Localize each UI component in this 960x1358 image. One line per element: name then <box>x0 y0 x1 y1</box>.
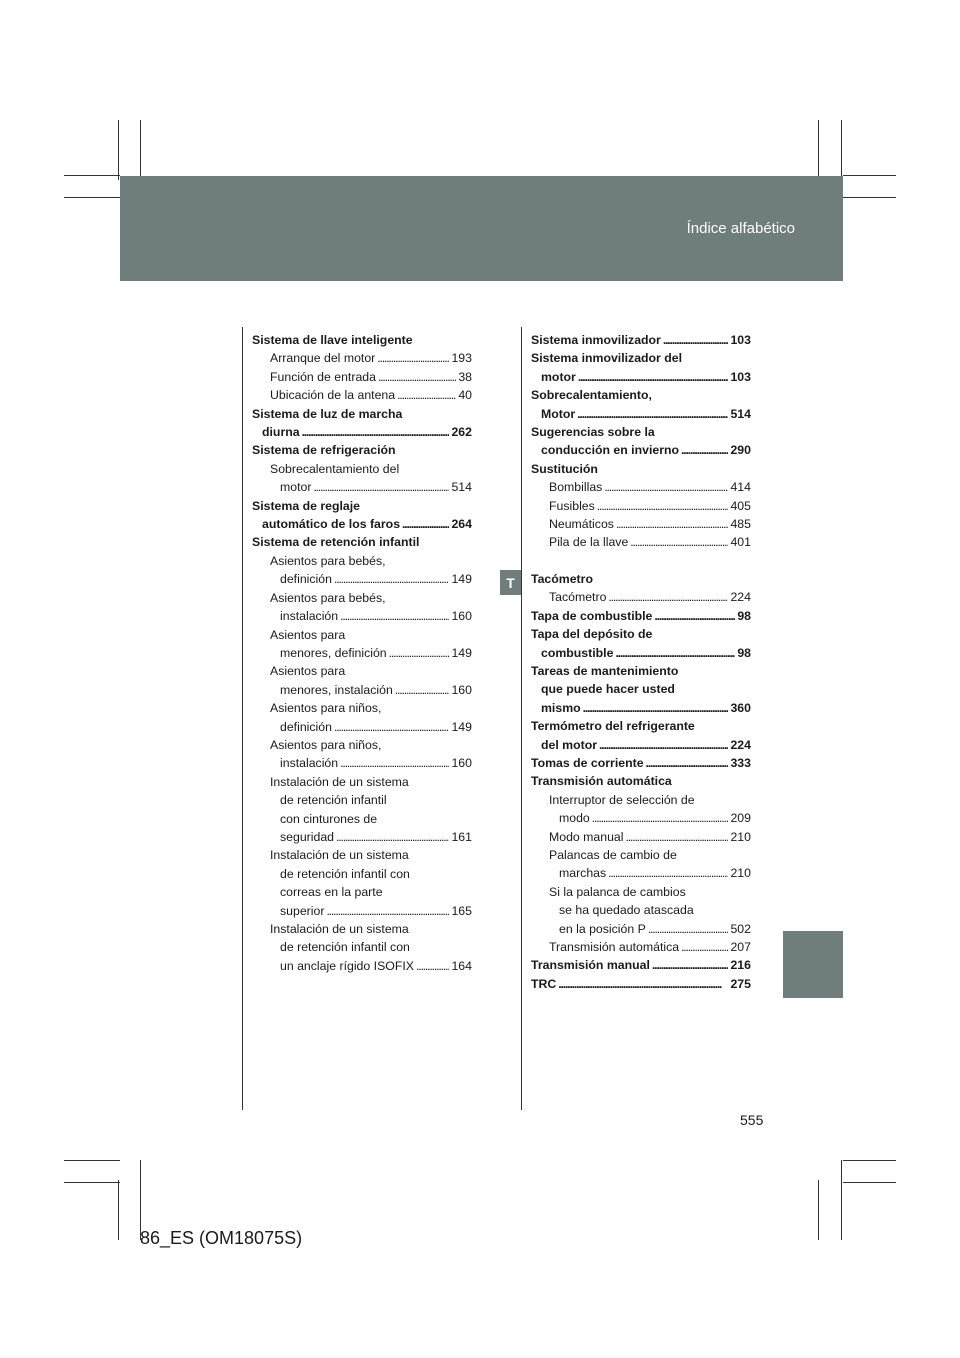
dot-leader <box>334 718 450 736</box>
dot-leader <box>395 681 450 699</box>
column-divider-right <box>521 327 522 1110</box>
index-entry-page: 165 <box>451 903 472 918</box>
index-entry <box>252 423 472 441</box>
index-entry-text: se ha quedado atascada <box>559 903 694 918</box>
index-entry <box>252 349 472 367</box>
index-entry <box>252 644 472 662</box>
dot-leader <box>326 902 449 920</box>
index-entry-text: Pila de la llave <box>549 535 629 550</box>
index-entry-text: del motor <box>541 737 598 752</box>
crop-mark <box>118 1180 119 1240</box>
column-divider-left <box>242 327 243 1110</box>
index-entry <box>252 533 472 551</box>
index-entry <box>252 791 472 809</box>
index-entry <box>531 809 751 827</box>
index-entry-text: Instalación de un sistema <box>270 848 409 863</box>
index-entry-text: de retención infantil <box>280 793 387 808</box>
index-entry-text: de retención infantil con <box>280 866 410 881</box>
index-entry <box>252 386 472 404</box>
index-entry-text: un anclaje rígido ISOFIX <box>280 958 414 973</box>
index-entry-text: Neumáticos <box>549 517 614 532</box>
index-entry <box>252 699 472 717</box>
index-column-right <box>531 331 751 993</box>
index-entry-text: Instalación de un sistema <box>270 774 409 789</box>
index-entry-text: Ubicación de la antena <box>270 388 396 403</box>
index-entry-text: automático de los faros <box>262 517 401 532</box>
index-entry-page: 264 <box>451 517 472 532</box>
index-entry <box>531 460 751 478</box>
crop-mark <box>140 120 141 180</box>
index-entry-text: Asientos para <box>270 627 346 642</box>
index-entry-page: 405 <box>730 498 751 513</box>
index-entry-page: 333 <box>730 755 751 770</box>
crop-mark <box>64 175 120 176</box>
index-entry <box>252 405 472 423</box>
dot-leader <box>681 938 728 956</box>
index-entry-page: 103 <box>730 333 751 347</box>
index-entry <box>531 423 751 441</box>
index-entry-page: 485 <box>730 517 751 532</box>
index-entry <box>252 478 472 496</box>
index-entry <box>531 515 751 533</box>
dot-leader <box>302 423 450 441</box>
index-entry <box>252 957 472 975</box>
index-entry <box>531 552 751 570</box>
index-entry-text: de retención infantil con <box>280 940 410 955</box>
index-entry-text: con cinturones de <box>280 811 378 826</box>
index-entry <box>531 644 751 662</box>
index-entry-page: 360 <box>730 700 751 715</box>
crop-mark <box>64 197 120 198</box>
crop-mark <box>843 1160 896 1161</box>
index-entry-text: Tapa del depósito de <box>531 627 653 642</box>
index-entry-text: menores, definición <box>280 645 387 660</box>
index-entry <box>531 441 751 459</box>
index-entry-page: 209 <box>730 811 751 826</box>
index-entry <box>252 828 472 846</box>
index-entry <box>252 681 472 699</box>
index-entry <box>252 460 472 478</box>
index-entry <box>531 662 751 680</box>
index-entry <box>252 570 472 588</box>
dot-leader <box>577 405 728 423</box>
page-number: 555 <box>740 1112 764 1128</box>
index-entry <box>252 810 472 828</box>
index-entry-text: Sistema de llave inteligente <box>252 333 413 347</box>
index-entry-page: 160 <box>451 756 472 771</box>
index-entry-text: Sistema inmovilizador <box>531 333 661 347</box>
index-entry-text: definición <box>280 719 332 734</box>
index-entry-text: Sistema de reglaje <box>252 498 360 513</box>
crop-mark <box>841 120 842 180</box>
index-entry-text: Si la palanca de cambios <box>549 884 686 899</box>
index-entry <box>531 717 751 735</box>
index-entry-text: Arranque del motor <box>270 351 376 366</box>
index-entry-text: Asientos para bebés, <box>270 553 386 568</box>
footer-code: 86_ES (OM18075S) <box>140 1228 303 1248</box>
dot-leader <box>377 349 449 367</box>
dot-leader <box>626 828 729 846</box>
index-entry <box>252 773 472 791</box>
index-entry-text: Interruptor de selección de <box>549 792 695 807</box>
index-entry <box>531 956 751 974</box>
index-entry-text: superior <box>280 903 325 918</box>
dot-leader <box>608 864 728 882</box>
dot-leader <box>416 957 449 975</box>
crop-mark <box>841 1160 842 1240</box>
index-entry-text: modo <box>559 811 590 826</box>
index-entry-text: que puede hacer usted <box>541 682 675 697</box>
index-entry-text: Bombillas <box>549 480 603 495</box>
dot-leader <box>604 478 728 496</box>
index-entry-text: instalación <box>280 756 339 771</box>
index-entry <box>531 828 751 846</box>
index-entry-text: Función de entrada <box>270 369 376 384</box>
index-entry-text: marchas <box>559 866 607 881</box>
index-entry-text: Modo manual <box>549 829 624 844</box>
index-entry <box>252 883 472 901</box>
dot-leader <box>558 975 728 993</box>
index-entry <box>531 533 751 551</box>
index-entry-text: Tacómetro <box>549 590 607 605</box>
index-entry <box>531 791 751 809</box>
index-entry-page: 38 <box>458 369 472 384</box>
index-entry <box>531 570 751 588</box>
dot-leader <box>652 956 729 974</box>
dot-leader <box>336 828 449 846</box>
index-entry <box>252 515 472 533</box>
index-entry <box>531 846 751 864</box>
index-entry <box>531 754 751 772</box>
index-entry-page: 149 <box>451 572 472 587</box>
index-entry <box>531 405 751 423</box>
index-entry-text: Asientos para niños, <box>270 737 382 752</box>
index-entry <box>252 938 472 956</box>
dot-leader <box>397 386 456 404</box>
index-entry <box>252 846 472 864</box>
index-entry-page: 224 <box>730 737 751 752</box>
index-entry <box>252 331 472 349</box>
dot-leader <box>646 754 729 772</box>
index-entry-page: 502 <box>730 921 751 936</box>
crop-mark <box>118 120 119 180</box>
index-entry-text: Sugerencias sobre la <box>531 425 655 440</box>
crop-mark <box>843 1182 896 1183</box>
index-entry-text: Tapa de combustible <box>531 608 653 623</box>
index-entry <box>531 368 751 386</box>
index-entry-text: diurna <box>262 425 300 440</box>
index-entry-text: Asientos para niños, <box>270 701 382 716</box>
index-entry <box>252 902 472 920</box>
index-entry <box>531 331 751 349</box>
dot-leader <box>630 533 728 551</box>
dot-leader <box>654 607 735 625</box>
index-entry-text: Transmisión manual <box>531 958 650 973</box>
index-entry-text: Asientos para bebés, <box>270 590 386 605</box>
index-entry-text: Asientos para <box>270 664 346 679</box>
index-entry-page: 207 <box>730 940 751 954</box>
index-entry-page: 193 <box>451 351 472 366</box>
index-entry <box>531 349 751 367</box>
index-entry <box>252 626 472 644</box>
index-entry <box>531 772 751 790</box>
dot-leader <box>599 736 728 754</box>
index-entry <box>252 920 472 938</box>
index-entry-text: TRC <box>531 976 557 991</box>
index-entry-text: motor <box>280 480 312 495</box>
crop-mark <box>843 197 896 198</box>
dot-leader <box>608 588 728 606</box>
index-entry-text: Transmisión automática <box>549 940 680 954</box>
index-entry-page: 224 <box>730 590 751 605</box>
index-column-left <box>252 331 472 975</box>
index-entry <box>252 607 472 625</box>
index-entry <box>531 680 751 698</box>
index-entry-text: mismo <box>541 700 581 715</box>
index-entry-text: Tomas de corriente <box>531 755 644 770</box>
crop-mark <box>843 175 896 176</box>
section-letter-tab: T <box>500 570 521 595</box>
index-entry-page: 210 <box>730 866 751 881</box>
index-entry-text: Motor <box>541 406 576 421</box>
index-entry-text: Sustitución <box>531 461 598 476</box>
index-entry-text: combustible <box>541 645 614 660</box>
index-entry <box>252 497 472 515</box>
dot-leader <box>583 699 729 717</box>
index-entry-text: definición <box>280 572 332 587</box>
index-entry <box>531 920 751 938</box>
dot-leader <box>378 368 456 386</box>
dot-leader <box>616 515 729 533</box>
index-entry-page: 401 <box>730 535 751 550</box>
index-entry-text: Fusibles <box>549 498 595 513</box>
index-entry-text: seguridad <box>280 829 335 844</box>
index-entry <box>531 883 751 901</box>
index-entry-text: en la posición P <box>559 921 646 936</box>
crop-mark <box>64 1160 120 1161</box>
index-entry <box>531 497 751 515</box>
index-entry <box>531 625 751 643</box>
index-entry-text: Tacómetro <box>531 571 593 586</box>
index-entry-page: 98 <box>737 608 751 623</box>
index-entry-page: 164 <box>451 958 472 973</box>
index-entry-text: Sobrecalentamiento, <box>531 388 652 403</box>
index-entry <box>252 754 472 772</box>
index-entry-text: Instalación de un sistema <box>270 922 409 936</box>
index-entry <box>252 865 472 883</box>
index-entry-text: motor <box>541 369 576 384</box>
dot-leader <box>681 441 728 459</box>
dot-leader <box>389 644 450 662</box>
index-entry-text: Sistema de retención infantil <box>252 535 420 550</box>
dot-leader <box>340 754 449 772</box>
index-entry <box>252 589 472 607</box>
dot-leader <box>340 607 449 625</box>
index-entry-text: Tareas de mantenimiento <box>531 663 679 678</box>
index-entry <box>252 736 472 754</box>
index-entry <box>252 368 472 386</box>
index-entry-page: 161 <box>451 829 472 844</box>
index-entry-text: Sistema de luz de marcha <box>252 406 403 421</box>
index-entry-text: menores, instalación <box>280 682 393 697</box>
index-entry <box>531 736 751 754</box>
index-entry-text: instalación <box>280 609 339 624</box>
index-entry <box>531 975 751 993</box>
index-entry-text: Sistema inmovilizador del <box>531 351 683 366</box>
index-entry-page: 98 <box>737 645 751 660</box>
index-entry-text: correas en la parte <box>280 885 383 900</box>
index-entry-page: 514 <box>451 480 472 495</box>
index-entry <box>531 901 751 919</box>
index-entry <box>531 386 751 404</box>
dot-leader <box>648 920 729 938</box>
index-entry-page: 103 <box>730 369 751 384</box>
index-entry-page: 210 <box>730 829 751 844</box>
dot-leader <box>597 497 729 515</box>
dot-leader <box>313 478 449 496</box>
dot-leader <box>615 644 735 662</box>
index-entry-text: conducción en invierno <box>541 443 680 458</box>
dot-leader <box>578 368 729 386</box>
index-entry-page: 149 <box>451 645 472 660</box>
dot-leader <box>402 515 449 533</box>
index-entry-page: 160 <box>451 682 472 697</box>
index-entry-page: 514 <box>730 406 751 421</box>
index-entry-page: 414 <box>730 480 751 495</box>
index-entry <box>531 938 751 956</box>
dot-leader <box>334 570 450 588</box>
index-entry <box>531 864 751 882</box>
index-entry-text: Termómetro del refrigerante <box>531 719 695 734</box>
index-entry <box>531 478 751 496</box>
index-entry-page: 160 <box>451 609 472 624</box>
dot-leader <box>592 809 729 827</box>
index-entry <box>252 552 472 570</box>
dot-leader <box>663 331 729 349</box>
index-entry-text: Sistema de refrigeración <box>252 443 396 458</box>
index-entry-text: Sobrecalentamiento del <box>270 461 400 476</box>
index-entry-text: Palancas de cambio de <box>549 847 677 862</box>
crop-mark <box>818 120 819 180</box>
side-thumb-tab <box>783 931 843 998</box>
index-entry <box>531 607 751 625</box>
index-entry-text: Transmisión automática <box>531 774 672 789</box>
index-entry-page: 40 <box>458 388 472 403</box>
index-entry-page: 149 <box>451 719 472 734</box>
header-title: Índice alfabético <box>686 220 795 237</box>
index-entry-page: 262 <box>451 425 472 440</box>
index-entry <box>252 441 472 459</box>
index-entry <box>531 699 751 717</box>
crop-mark <box>818 1180 819 1240</box>
index-entry-page: 216 <box>730 958 751 973</box>
index-entry <box>252 718 472 736</box>
index-entry-page: 275 <box>730 976 751 991</box>
crop-mark <box>64 1182 120 1183</box>
index-entry <box>252 662 472 680</box>
index-entry <box>531 588 751 606</box>
index-entry-page: 290 <box>730 443 751 458</box>
